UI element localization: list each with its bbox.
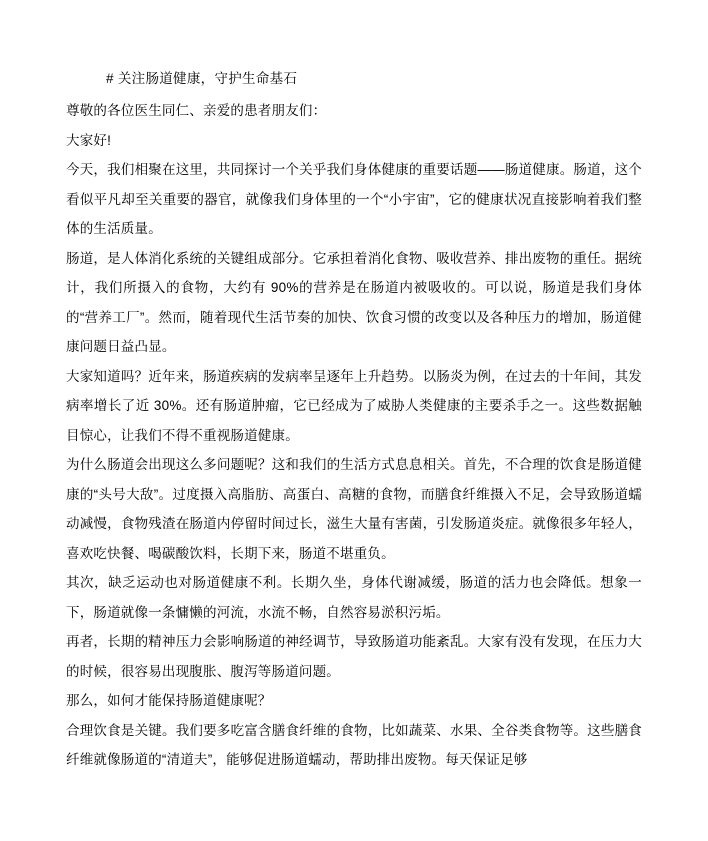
document-title: # 关注肠道健康，守护生命基石 [106, 71, 298, 86]
paragraph-7: 其次，缺乏运动也对肠道健康不利。长期久坐，身体代谢减缓，肠道的活力也会降低。想象一下，肠道就像一条慵懒的河流，水流不畅，自然容易淤积污垢。 [66, 575, 642, 620]
paragraph-10: 合理饮食是关键。我们要多吃富含膳食纤维的食物，比如蔬菜、水果、全谷类食物等。这些膳食纤维就像肠道的“清道夫”，能够促进肠道蠕动，帮助排出废物。每天保证足够 [66, 722, 642, 767]
paragraph-6: 为什么肠道会出现这么多问题呢？这和我们的生活方式息息相关。首先，不合理的饮食是肠道健康的“头号大敌”。过度摄入高脂肪、高蛋白、高糖的食物，而膳食纤维摄入不足，会导致肠道蠕动减慢，食物残渣在肠道内停留时间过长，滋生大量有害菌，引发肠道炎症。就像很多年轻人，喜欢吃快餐、喝碳酸饮料，长期下来，肠道不堪重负。 [66, 457, 642, 561]
paragraph-3: 今天，我们相聚在这里，共同探讨一个关乎我们身体健康的重要话题——肠道健康。肠道，这个看似平凡却至关重要的器官，就像我们身体里的一个“小宇宙”，它的健康状况直接影响着我们整体的生活质量。 [66, 162, 642, 236]
paragraph-2: 大家好! [66, 132, 112, 148]
paragraph-4: 肠道，是人体消化系统的关键组成部分。它承担着消化食物、吸收营养、排出废物的重任。据统计，我们所摄入的食物，大约有 90%的营养是在肠道内被吸收的。可以说，肠道是我们身体的“营养工厂”。然而，随着现代生活节奏的加快、饮食习惯的改变以及各种压力的增加，肠道健康问题日益凸显。 [66, 250, 642, 354]
paragraph-1: 尊敬的各位医生同仁、亲爱的患者朋友们： [66, 103, 327, 118]
paragraph-8: 再者，长期的精神压力会影响肠道的神经调节，导致肠道功能紊乱。大家有没有发现，在压力大的时候，很容易出现腹胀、腹泻等肠道问题。 [66, 634, 642, 679]
paragraph-5: 大家知道吗？近年来，肠道疾病的发病率呈逐年上升趋势。以肠炎为例，在过去的十年间，其发病率增长了近 30%。还有肠道肿瘤，它已经成为了威胁人类健康的主要杀手之一。这些数据触目惊心，让我们不得不重视肠道健康。 [66, 368, 642, 443]
paragraph-9: 那么，如何才能保持肠道健康呢？ [66, 693, 272, 708]
